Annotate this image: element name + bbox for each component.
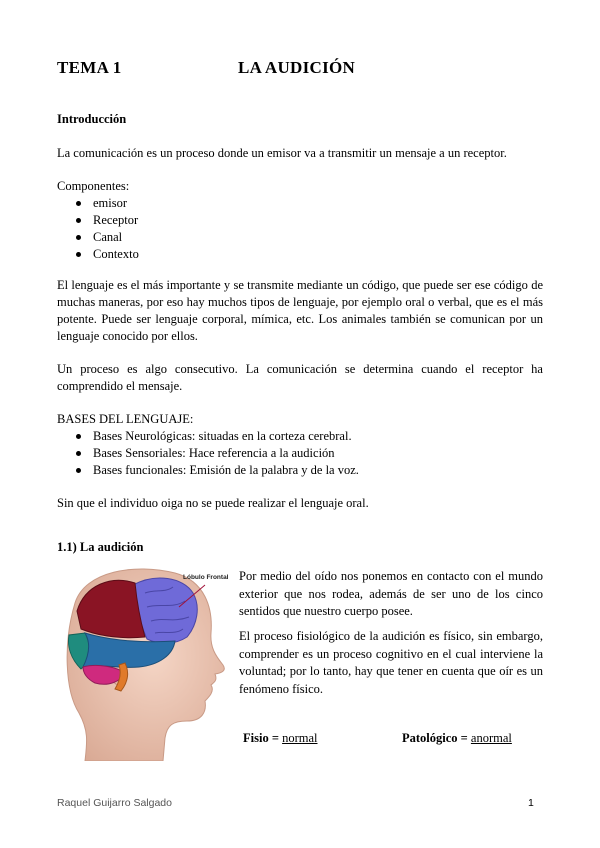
- pato-equals: =: [460, 731, 468, 745]
- pato-line: [402, 731, 512, 746]
- section-paragraph-2: El proceso fisiológico de la audición es físico, sin embargo, comprender es un proceso cognitivo en el cual interviene la voluntad; por lo tanto, hay que tener en cuenta que oír es un fenómeno físico.: [239, 629, 543, 696]
- fisio-value: normal: [282, 731, 318, 745]
- intro-paragraph-3: Un proceso es algo consecutivo. La comunicación se determina cuando el receptor ha comprendido el mensaje.: [57, 362, 543, 393]
- list-item: Bases Sensoriales: Hace referencia a la audición: [57, 445, 359, 462]
- list-item: Contexto: [57, 246, 139, 263]
- intro-paragraph-2: El lenguaje es el más importante y se transmite mediante un código, que puede ser ese código de muchas maneras, por eso hay muchos tipos de lenguaje, por ejemplo oral o verbal, que es el más potente. Puede ser lenguaje corporal, mímica, etc. Los animales también se comunican por un lenguaje conocido por ellos.: [57, 278, 543, 343]
- fisio-label: Fisio: [243, 731, 269, 745]
- intro-paragraph-4: Sin que el individuo oiga no se puede realizar el lenguaje oral.: [57, 496, 369, 510]
- section-paragraph-1: Por medio del oído nos ponemos en contacto con el mundo exterior que nos rodea, además de ser uno de los cinco sentidos que nuestro cuerpo posee.: [239, 569, 543, 618]
- intro-heading: Introducción: [57, 112, 127, 126]
- page-title: LA AUDICIÓN: [238, 58, 356, 77]
- list-item: emisor: [57, 195, 139, 212]
- lobulo-frontal-label: Lóbulo Frontal: [183, 574, 229, 581]
- list-item: Canal: [57, 229, 139, 246]
- componentes-list: [57, 195, 139, 263]
- page-number: 1: [528, 797, 534, 809]
- componentes-label: Componentes:: [57, 179, 130, 193]
- list-item: Bases funcionales: Emisión de la palabra y de la voz.: [57, 462, 359, 479]
- bases-list: [57, 428, 359, 479]
- tema-number: TEMA 1: [57, 58, 122, 77]
- list-item: Receptor: [57, 212, 139, 229]
- bases-label: BASES DEL LENGUAJE:: [57, 412, 194, 426]
- fisio-equals: =: [271, 731, 279, 745]
- brain-head-illustration: [55, 563, 235, 761]
- fisio-line: [243, 731, 318, 746]
- pato-label: Patológico: [402, 731, 458, 745]
- footer-author: Raquel Guijarro Salgado: [57, 797, 172, 809]
- pato-value: anormal: [470, 731, 512, 745]
- list-item: Bases Neurológicas: situadas en la corteza cerebral.: [57, 428, 359, 445]
- intro-paragraph-1: La comunicación es un proceso donde un emisor va a transmitir un mensaje a un receptor.: [57, 146, 507, 160]
- section-heading: 1.1) La audición: [57, 540, 144, 554]
